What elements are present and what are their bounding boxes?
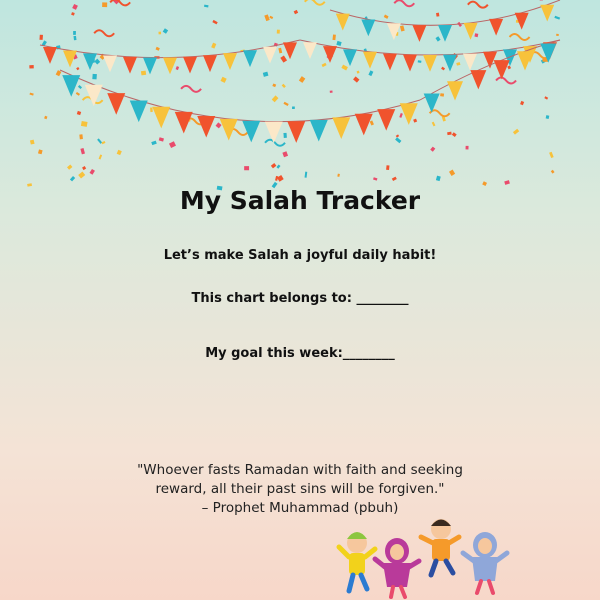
kid-3-icon — [421, 519, 459, 575]
belongs-to-field: This chart belongs to: ________ — [191, 291, 409, 306]
party-bunting-icon — [40, 0, 560, 143]
quote-attribution: – Prophet Muhammad (pbuh) — [201, 500, 399, 516]
quote-line-2: reward, all their past sins will be forgiven." — [155, 481, 445, 497]
party-bunting-decoration — [0, 0, 600, 200]
weekly-goal-field: My goal this week:________ — [205, 346, 395, 361]
quote-line-1: "Whoever fasts Ramadan with faith and seeking — [137, 462, 463, 478]
kid-4-icon — [463, 532, 507, 593]
kid-1-icon — [339, 532, 375, 591]
page-title: My Salah Tracker — [179, 186, 421, 215]
confetti-icon — [27, 0, 560, 190]
kid-2-icon — [375, 538, 419, 597]
hadith-quote — [110, 461, 490, 518]
jumping-kids-illustration — [335, 515, 515, 600]
page-subtitle: Let’s make Salah a joyful daily habit! — [163, 248, 437, 263]
